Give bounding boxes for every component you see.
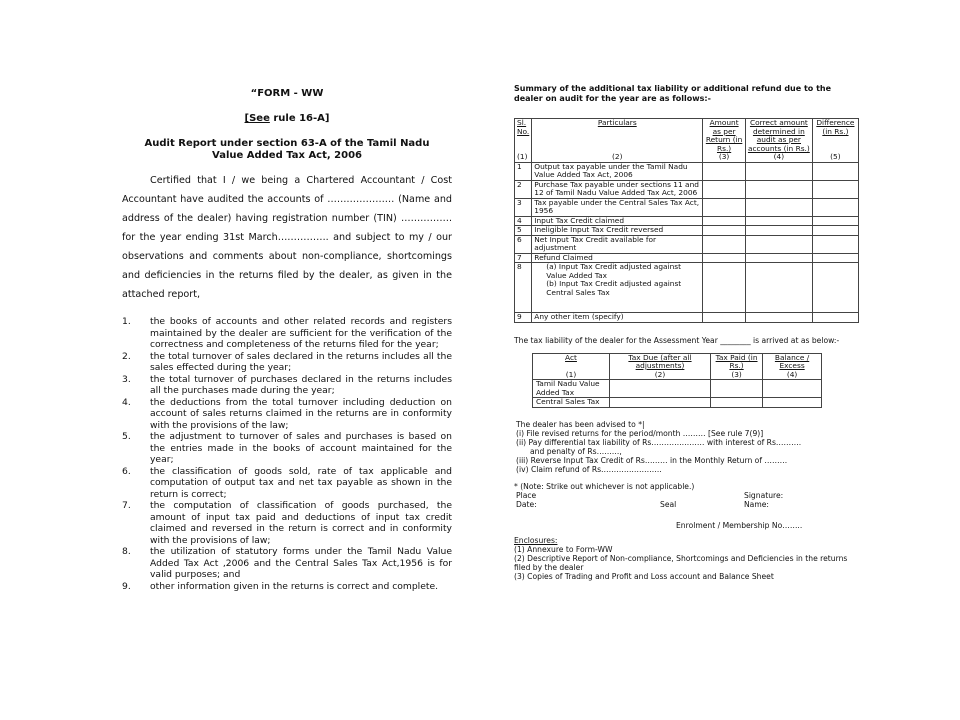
row-particulars: Net Input Tax Credit available for adjustment bbox=[532, 235, 703, 253]
col-header-difference: Difference (in Rs.) bbox=[812, 119, 858, 154]
difference-cell[interactable] bbox=[812, 235, 858, 253]
col-number: (4) bbox=[745, 153, 812, 162]
advice-block bbox=[516, 420, 859, 474]
column-number-row bbox=[515, 153, 859, 162]
signature-label: Signature: bbox=[744, 490, 784, 500]
item-number: 2. bbox=[122, 350, 131, 362]
table-row bbox=[515, 313, 859, 323]
item-number: 7. bbox=[122, 500, 131, 511]
advice-line: (iii) Reverse Input Tax Credit of Rs……… in the Monthly Return of ……… bbox=[516, 455, 788, 465]
correct-cell[interactable] bbox=[745, 198, 812, 216]
correct-cell[interactable] bbox=[745, 226, 812, 236]
rule-see: [See bbox=[244, 113, 270, 124]
item-text: the adjustment to turnover of sales and purchases is based on the entries made in the books of account maintained for the year; bbox=[150, 431, 452, 465]
audit-report-heading bbox=[122, 138, 452, 162]
row-sl: 9 bbox=[515, 313, 532, 323]
enclosure-item: (1) Annexure to Form-WW bbox=[514, 544, 613, 554]
amount-cell[interactable] bbox=[703, 216, 746, 226]
col-number: (1) bbox=[533, 371, 610, 380]
rule-rest: rule 16-A] bbox=[269, 113, 330, 124]
row-sl: 2 bbox=[515, 180, 532, 198]
tax-due-cell[interactable] bbox=[610, 380, 711, 398]
list-item bbox=[122, 374, 452, 397]
difference-cell[interactable] bbox=[812, 226, 858, 236]
table-row bbox=[515, 226, 859, 236]
difference-cell[interactable] bbox=[812, 180, 858, 198]
row-particulars: Ineligible Input Tax Credit reversed bbox=[532, 226, 703, 236]
enrolment-line: Enrolment / Membership No…….. bbox=[676, 520, 803, 530]
table-row bbox=[515, 162, 859, 180]
row-sl: 7 bbox=[515, 253, 532, 263]
col-number: (3) bbox=[703, 153, 746, 162]
table-row bbox=[515, 198, 859, 216]
place-signature-row bbox=[514, 491, 859, 500]
amount-cell[interactable] bbox=[703, 162, 746, 180]
list-item bbox=[122, 351, 452, 374]
table-row bbox=[533, 380, 822, 398]
tax-paid-cell[interactable] bbox=[711, 380, 763, 398]
row-sl: 3 bbox=[515, 198, 532, 216]
table-row bbox=[515, 235, 859, 253]
row-sl: 8 bbox=[515, 263, 532, 313]
table-header-row bbox=[515, 119, 859, 154]
item-number: 6. bbox=[122, 465, 131, 477]
col-header-tax-paid: Tax Paid (in Rs.) bbox=[711, 353, 763, 371]
balance-cell[interactable] bbox=[763, 398, 822, 408]
amount-cell[interactable] bbox=[703, 235, 746, 253]
item-text: the computation of classification of goods purchased, the amount of input tax paid and deductions of input tax credit claimed and reversed in the return is correct and in conformity with the provisions of law; bbox=[150, 500, 452, 546]
table-row bbox=[515, 180, 859, 198]
sub-item-a: (a) Input Tax Credit adjusted against Value Added Tax bbox=[546, 262, 682, 280]
col-header-tax-due: Tax Due (after all adjustments) bbox=[610, 353, 711, 371]
correct-cell[interactable] bbox=[745, 313, 812, 323]
correct-cell[interactable] bbox=[745, 263, 812, 313]
difference-cell[interactable] bbox=[812, 198, 858, 216]
item-text: the utilization of statutory forms under the Tamil Nadu Value Added Tax Act ,2006 and the Central Sales Tax Act,1956 is for valid purposes; and bbox=[150, 546, 452, 580]
amount-cell[interactable] bbox=[703, 253, 746, 263]
col-number: (2) bbox=[532, 153, 703, 162]
correct-cell[interactable] bbox=[745, 235, 812, 253]
difference-cell[interactable] bbox=[812, 263, 858, 313]
col-number: (4) bbox=[763, 371, 822, 380]
enclosures-block bbox=[514, 536, 859, 581]
amount-cell[interactable] bbox=[703, 198, 746, 216]
col-header-balance: Balance / Excess bbox=[763, 353, 822, 371]
item-text: the deductions from the total turnover including deduction on account of sales returns claimed in the returns are in conformity with the provisions of the law; bbox=[150, 396, 452, 431]
item-text: the total turnover of purchases declared in the returns includes all the purchases made during the year; bbox=[150, 373, 452, 396]
advice-line: (ii) Pay differential tax liability of Rs………………… with interest of Rs………. bbox=[516, 437, 802, 447]
list-item bbox=[122, 466, 452, 501]
item-text: the total turnover of sales declared in the returns includes all the sales effected during the year; bbox=[150, 350, 452, 373]
correct-cell[interactable] bbox=[745, 162, 812, 180]
item-text: the classification of goods sold, rate of tax applicable and computation of output tax and net tax payable as shown in the return is correct; bbox=[150, 465, 452, 500]
advice-line: (iv) Claim refund of Rs…………………… bbox=[516, 464, 662, 474]
date-seal-row bbox=[514, 500, 859, 509]
difference-cell[interactable] bbox=[812, 216, 858, 226]
name-label: Name: bbox=[744, 499, 769, 509]
heading-line-2: Value Added Tax Act, 2006 bbox=[212, 150, 362, 161]
row-particulars: Purchase Tax payable under sections 11 and 12 of Tamil Nadu Value Added Tax Act, 2006 bbox=[532, 180, 703, 198]
row-sl: 1 bbox=[515, 162, 532, 180]
row-particulars: Output tax payable under the Tamil Nadu Value Added Tax Act, 2006 bbox=[532, 162, 703, 180]
date-label: Date: bbox=[516, 499, 537, 509]
item-number: 1. bbox=[122, 316, 131, 327]
amount-cell[interactable] bbox=[703, 313, 746, 323]
certification-list bbox=[122, 316, 452, 592]
col-number: (3) bbox=[711, 371, 763, 380]
row-sl: 4 bbox=[515, 216, 532, 226]
difference-cell[interactable] bbox=[812, 313, 858, 323]
item-number: 4. bbox=[122, 396, 131, 408]
item-text: other information given in the returns is correct and complete. bbox=[150, 580, 439, 592]
col-header-particulars: Particulars bbox=[532, 119, 703, 154]
amount-cell[interactable] bbox=[703, 180, 746, 198]
col-number: (1) bbox=[515, 153, 532, 162]
place-label: Place bbox=[516, 490, 537, 500]
item-number: 8. bbox=[122, 546, 131, 557]
table-row bbox=[533, 398, 822, 408]
list-item bbox=[122, 581, 452, 593]
advice-line: (i) File revised returns for the period/month ……… [See rule 7(9)] bbox=[516, 428, 764, 438]
liability-paragraph: The tax liability of the dealer for the Assessment Year ________ is arrived at as below:- bbox=[514, 335, 840, 345]
row-sl: 6 bbox=[515, 235, 532, 253]
enclosure-item: (2) Descriptive Report of Non-compliance, Shortcomings and Deficiencies in the returns filed by the dealer bbox=[514, 553, 848, 572]
table-header-row bbox=[533, 353, 822, 371]
amount-cell[interactable] bbox=[703, 226, 746, 236]
rule-reference bbox=[122, 113, 452, 124]
certificate-paragraph: Certified that I / we being a Chartered Accountant / Cost Accountant have audited the accounts of ………………… (Name and address of the dealer) having registration number (TIN) ……………. for the year ending 31st March……………. and subject to my / our observations and comments about non-compliance, shortcomings and deficiencies in the returns filed by the dealer, as given in the attached report, bbox=[122, 175, 452, 300]
correct-cell[interactable] bbox=[745, 180, 812, 198]
form-left-column bbox=[122, 88, 452, 592]
summary-heading: Summary of the additional tax liability or additional refund due to the dealer on audit for the year are as follows:- bbox=[514, 84, 832, 103]
act-name: Tamil Nadu Value Added Tax bbox=[533, 380, 610, 398]
row-particulars: Tax payable under the Central Sales Tax Act, 1956 bbox=[532, 198, 703, 216]
item-number: 3. bbox=[122, 373, 131, 385]
list-item bbox=[122, 546, 452, 581]
list-item bbox=[122, 431, 452, 466]
row-particulars: Any other item (specify) bbox=[532, 313, 703, 323]
difference-cell[interactable] bbox=[812, 162, 858, 180]
correct-cell[interactable] bbox=[745, 216, 812, 226]
col-header-act: Act bbox=[533, 353, 610, 371]
list-item bbox=[122, 397, 452, 432]
amount-cell[interactable] bbox=[703, 263, 746, 313]
advice-line: and penalty of Rs………, bbox=[530, 446, 622, 456]
row-sl: 5 bbox=[515, 226, 532, 236]
summary-table bbox=[514, 118, 859, 323]
col-header-sl: Sl. No. bbox=[515, 119, 532, 154]
advice-line: The dealer has been advised to *| bbox=[516, 419, 645, 429]
heading-line-1: Audit Report under section 63-A of the Tamil Nadu bbox=[144, 138, 430, 149]
balance-cell[interactable] bbox=[763, 380, 822, 398]
row-particulars bbox=[532, 263, 703, 313]
seal-label: Seal bbox=[660, 499, 677, 509]
enclosures-heading: Enclosures: bbox=[514, 535, 558, 545]
table-row bbox=[515, 263, 859, 313]
col-header-amount-return: Amount as per Return (in Rs.) bbox=[703, 119, 746, 154]
col-number: (2) bbox=[610, 371, 711, 380]
row-particulars: Refund Claimed bbox=[532, 253, 703, 263]
col-number: (5) bbox=[812, 153, 858, 162]
tax-due-cell[interactable] bbox=[610, 398, 711, 408]
sub-item-b: (b) Input Tax Credit adjusted against Central Sales Tax bbox=[546, 279, 682, 297]
list-item bbox=[122, 316, 452, 351]
form-right-column bbox=[514, 84, 859, 581]
item-text: the books of accounts and other related records and registers maintained by the dealer are sufficient for the verification of the correctness and completeness of the returns filed for the year; bbox=[150, 316, 452, 350]
act-name: Central Sales Tax bbox=[533, 398, 610, 408]
col-header-correct-amount: Correct amount determined in audit as per accounts (in Rs.) bbox=[745, 119, 812, 154]
row-particulars: Input Tax Credit claimed bbox=[532, 216, 703, 226]
item-number: 9. bbox=[122, 580, 131, 592]
item-number: 5. bbox=[122, 431, 131, 442]
correct-cell[interactable] bbox=[745, 253, 812, 263]
tax-paid-cell[interactable] bbox=[711, 398, 763, 408]
difference-cell[interactable] bbox=[812, 253, 858, 263]
strike-out-note: * (Note: Strike out whichever is not applicable.) bbox=[514, 481, 695, 491]
liability-table bbox=[532, 353, 822, 408]
form-title: “FORM - WW bbox=[250, 88, 324, 99]
enclosure-item: (3) Copies of Trading and Profit and Loss account and Balance Sheet bbox=[514, 571, 774, 581]
list-item bbox=[122, 500, 452, 546]
